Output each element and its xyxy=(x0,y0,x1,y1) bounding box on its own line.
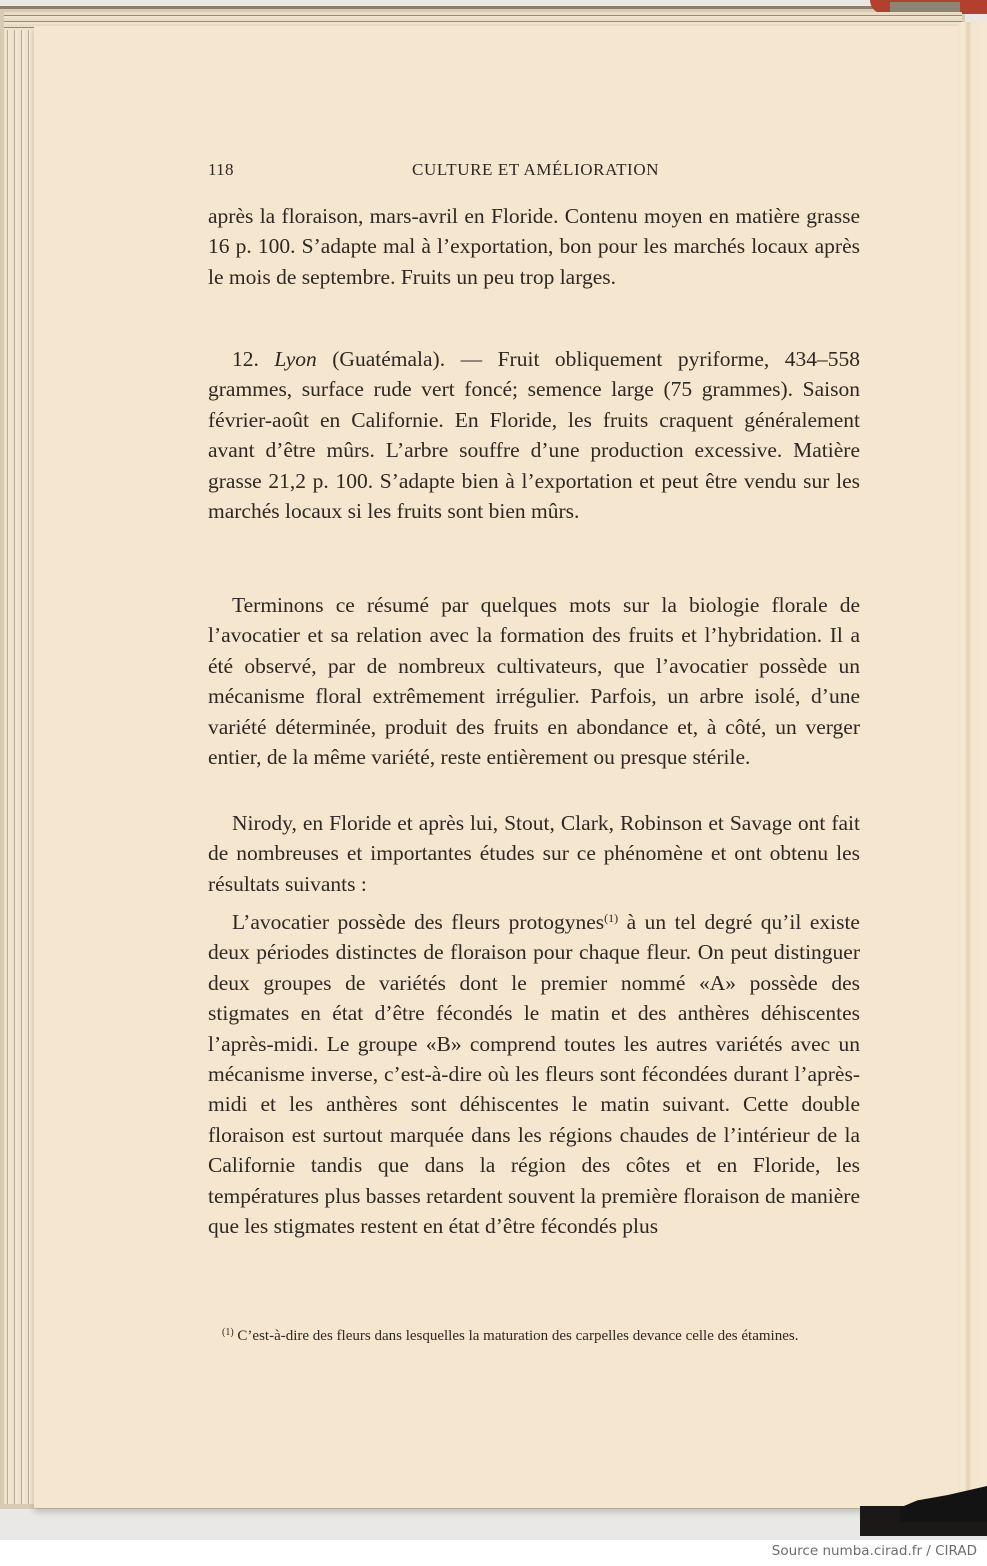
paragraph-5-rest: à un tel degré qu’il existe deux périodes distinctes de floraison pour chaque fleur. On peut distinguer deux groupes de variétés dont le premier nommé «A» possède des stigmates en état d’être fécondés le matin et des anthères déhiscentes l’après-midi. Le groupe «B» comprend toutes les autres variétés avec un mécanisme inverse, c’est-à-dire où les fleurs sont fécondées durant l’après-midi et les anthères sont déhiscentes le matin suivant. Cette double floraison est surtout marquée dans les régions chaudes de l’intérieur de la Californie tandis que dans la région des côtes et en Floride, les températures plus basses retardent souvent la première floraison de manière que les stigmates restent en état d’être fécondés plus xyxy=(208,910,860,1239)
paragraph-5-start: L’avocatier possède des fleurs protogynes xyxy=(232,910,605,934)
paragraph-researchers xyxy=(208,808,860,899)
entry-number: 12. xyxy=(232,347,259,371)
entry-description: (Guatémala). — Fruit obliquement pyriforme, 434–558 grammes, surface rude vert foncé; semence large (75 grammes). Saison février-août en Californie. En Floride, les fruits craquent généralement avant d’être mûrs. L’arbre souffre d’une production excessive. Matière grasse 21,2 p. 100. S’adapte bien à l’exportation et peut être vendu sur les marchés locaux si les fruits sont bien mûrs. xyxy=(208,347,861,524)
footnote xyxy=(208,1322,860,1347)
page-number: 118 xyxy=(208,160,234,179)
variety-name: Lyon xyxy=(274,347,317,371)
paragraph-1: après la floraison, mars-avril en Floride. Contenu moyen en matière grasse 16 p. 100. S’adapte mal à l’exportation, bon pour les marchés locaux après le mois de septembre. Fruits un peu trop larges. xyxy=(208,204,860,289)
paragraph-continued xyxy=(208,201,860,292)
paragraph-5 xyxy=(208,903,860,1241)
running-head-title: CULTURE ET AMÉLIORATION xyxy=(412,160,660,179)
paragraph-floral-biology xyxy=(208,590,860,772)
page-gutter xyxy=(958,22,987,1508)
paragraph-2 xyxy=(208,344,860,526)
paragraph-3: Terminons ce résumé par quelques mots sur la biologie florale de l’avocatier et sa relation avec la formation des fruits et l’hybridation. Il a été observé, par de nombreux cultivateurs, que l’avocatier possède un mécanisme floral extrêmement irrégulier. Parfois, un arbre isolé, d’une variété déterminée, produit des fruits en abondance et, à côté, un verger entier, de la même variété, reste entièrement ou presque stérile. xyxy=(208,593,860,770)
running-head xyxy=(208,160,860,184)
variety-entry-lyon xyxy=(208,344,860,526)
footnote-reference: (1) xyxy=(604,911,619,925)
paragraph-4: Nirody, en Floride et après lui, Stout, Clark, Robinson et Savage ont fait de nombreuses et importantes études sur ce phénomène et ont obtenu les résultats suivants : xyxy=(208,811,860,896)
footnote-body: C’est-à-dire des fleurs dans lesquelles la maturation des carpelles devance celle des étamines. xyxy=(233,1328,799,1344)
footnote-text xyxy=(208,1322,860,1347)
paragraph-protogynous xyxy=(208,903,860,1241)
footnote-marker: (1) xyxy=(222,1327,234,1338)
source-credit: Source numba.cirad.fr / CIRAD xyxy=(771,1543,977,1559)
